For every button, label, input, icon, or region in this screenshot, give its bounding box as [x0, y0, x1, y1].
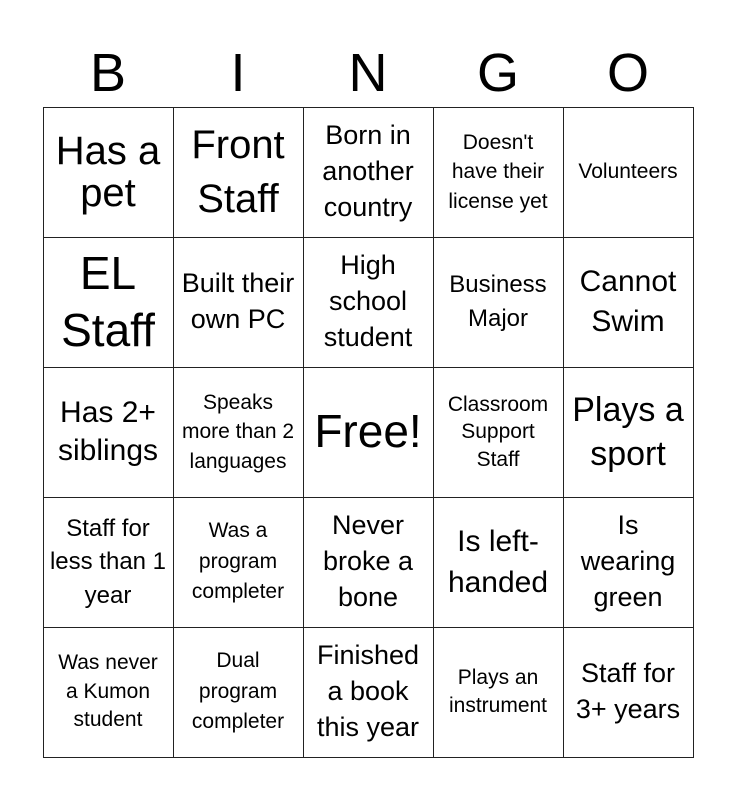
cell-text: Staff for less than 1 year	[49, 514, 167, 609]
cell-text: High school student	[323, 250, 413, 352]
cell-text: Born in another country	[322, 120, 414, 222]
bingo-cell[interactable]	[433, 367, 564, 498]
bingo-cell[interactable]	[563, 497, 694, 628]
cell-text: EL Staff	[61, 246, 155, 356]
bingo-cell[interactable]	[563, 107, 694, 238]
header-letter-o: O	[606, 43, 649, 103]
bingo-cell[interactable]	[43, 627, 174, 758]
cell-text: Cannot Swim	[579, 264, 677, 338]
cell-text: Finished a book this year	[316, 640, 420, 742]
bingo-cell[interactable]	[303, 107, 434, 238]
bingo-cell[interactable]	[563, 627, 694, 758]
bingo-cell[interactable]	[173, 237, 304, 368]
cell-text: Has a pet	[55, 129, 161, 215]
cell-text: Front Staff	[191, 123, 285, 221]
bingo-cell[interactable]	[303, 367, 434, 498]
header-letter-n: N	[348, 43, 388, 103]
cell-text: Speaks more than 2 languages	[181, 390, 295, 473]
cell-text: Classroom Support Staff	[447, 393, 549, 471]
bingo-cell[interactable]	[173, 107, 304, 238]
bingo-cell[interactable]	[43, 237, 174, 368]
bingo-cell[interactable]	[433, 627, 564, 758]
cell-text: Doesn't have their license yet	[448, 130, 548, 213]
bingo-cell[interactable]	[173, 627, 304, 758]
bingo-cell[interactable]	[43, 367, 174, 498]
header-letter-g: G	[476, 43, 519, 103]
bingo-cell[interactable]	[173, 367, 304, 498]
bingo-cell[interactable]	[43, 497, 174, 628]
cell-text: Is left-handed	[447, 524, 549, 599]
cell-text: Staff for 3+ years	[575, 658, 681, 724]
cell-text: Plays a sport	[572, 390, 684, 473]
cell-text: Dual program completer	[191, 649, 285, 734]
bingo-cell[interactable]	[433, 107, 564, 238]
cell-text: Plays an instrument	[448, 665, 548, 717]
bingo-cell[interactable]	[173, 497, 304, 628]
bingo-cell[interactable]	[303, 497, 434, 628]
bingo-header	[43, 40, 693, 106]
cell-text: Built their own PC	[181, 268, 295, 334]
cell-text: Is wearing green	[580, 510, 676, 612]
cell-text: Business Major	[449, 271, 547, 332]
cell-text: Free!	[314, 405, 422, 458]
header-letter-b: B	[89, 43, 127, 103]
bingo-cell[interactable]	[433, 497, 564, 628]
bingo-cell[interactable]	[563, 367, 694, 498]
cell-text: Was a program completer	[191, 519, 285, 604]
bingo-cell[interactable]	[563, 237, 694, 368]
bingo-cell[interactable]	[303, 237, 434, 368]
cell-text: Was never a Kumon student	[58, 651, 158, 732]
cell-text: Has 2+ siblings	[57, 395, 159, 467]
bingo-card	[43, 107, 693, 757]
cell-text: Volunteers	[578, 160, 678, 184]
cell-text: Never broke a bone	[322, 510, 414, 612]
bingo-cell[interactable]	[303, 627, 434, 758]
bingo-cell[interactable]	[43, 107, 174, 238]
header-letter-i: I	[230, 43, 246, 103]
bingo-cell[interactable]	[433, 237, 564, 368]
